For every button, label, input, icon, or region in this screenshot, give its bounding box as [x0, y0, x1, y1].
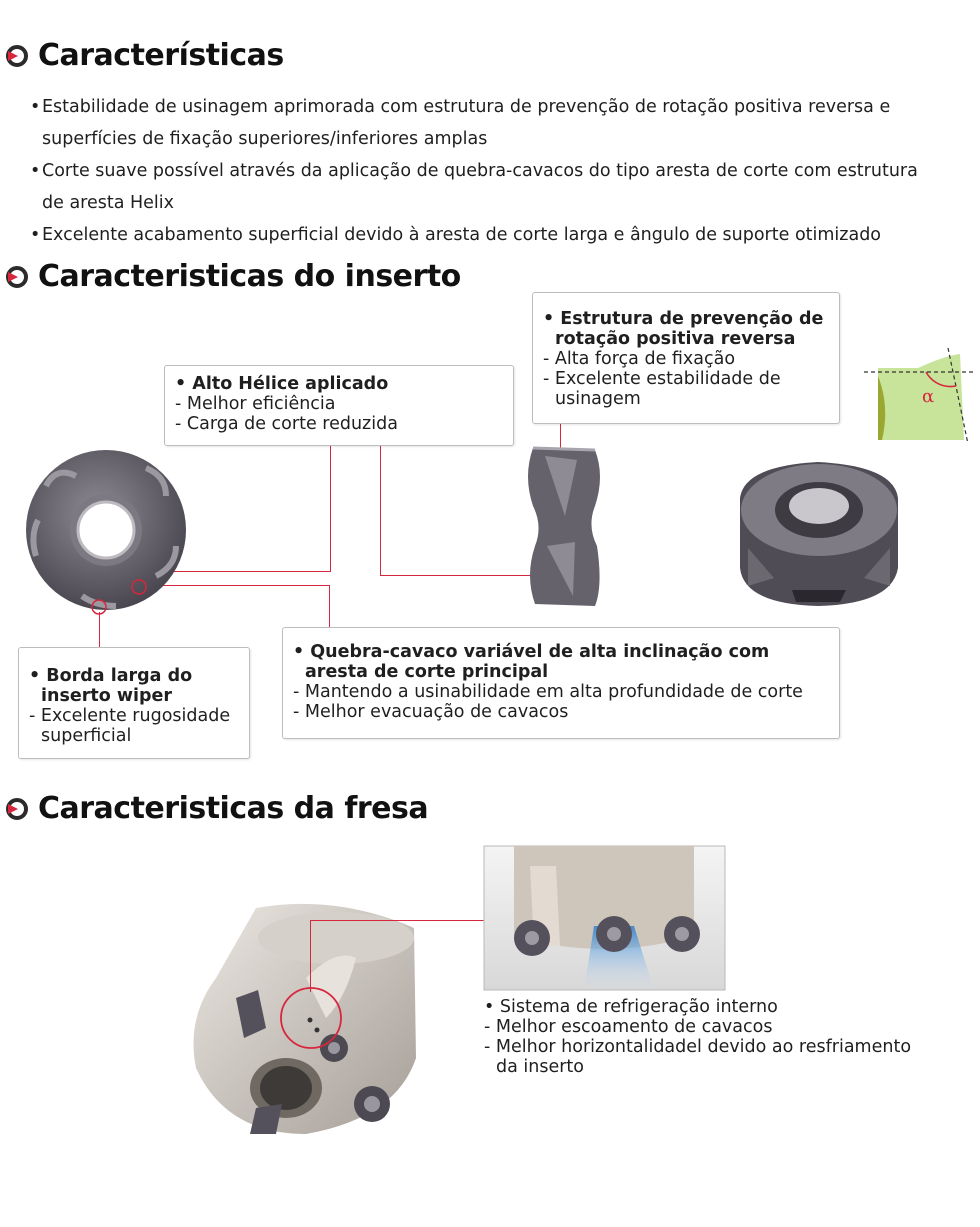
milling-cutter-image: [186, 898, 431, 1138]
heading-arrow-icon: [6, 798, 28, 820]
callout-title: • Estrutura de prevenção de rotação positiva reversa: [543, 309, 829, 349]
angle-symbol: α: [922, 386, 935, 407]
callout-line: - Alta força de fixação: [543, 349, 829, 369]
callout-line: - Melhor evacuação de cavacos: [293, 702, 829, 722]
insert-top-view-image: [16, 446, 198, 616]
section-heading-cutter: [6, 791, 428, 826]
callout-line: - Melhor eficiência: [175, 394, 503, 414]
features-list: [30, 91, 930, 251]
callout-line: - Melhor horizontalidadel devido ao resfriamento da inserto: [484, 1037, 924, 1077]
section-title: Características: [38, 38, 284, 73]
support-angle-diagram: [864, 346, 974, 446]
list-item: • Corte suave possível através da aplicação de quebra-cavacos do tipo aresta de corte com estrutura de aresta Helix: [30, 155, 930, 219]
insert-perspective-image: [734, 458, 904, 608]
section-heading-insert: [6, 259, 461, 294]
callout-chip-breaker: [282, 627, 840, 739]
callout-rotation-prevention: [532, 292, 840, 424]
heading-arrow-icon: [6, 266, 28, 288]
coolant-photo-image: [484, 846, 725, 990]
coolant-callout: [484, 997, 924, 1077]
callout-title: • Quebra-cavaco variável de alta inclinação com aresta de corte principal: [293, 642, 829, 682]
callout-helix: [164, 365, 514, 446]
callout-title: • Alto Hélice aplicado: [175, 374, 503, 394]
list-item: • Estabilidade de usinagem aprimorada com estrutura de prevenção de rotação positiva reversa e superfícies de fixação superiores/inferiores amplas: [30, 91, 930, 155]
section-title: Caracteristicas da fresa: [38, 791, 429, 826]
callout-line: - Excelente rugosidade superficial: [29, 706, 239, 746]
section-title: Caracteristicas do inserto: [38, 259, 461, 294]
callout-title: • Borda larga do inserto wiper: [29, 666, 239, 706]
heading-arrow-icon: [6, 45, 28, 67]
callout-line: - Carga de corte reduzida: [175, 414, 503, 434]
list-item: • Excelente acabamento superficial devido à aresta de corte larga e ângulo de suporte otimizado: [30, 219, 930, 251]
insert-side-view-image: [525, 446, 605, 608]
callout-wiper-edge: [18, 647, 250, 759]
callout-line: - Melhor escoamento de cavacos: [484, 1017, 924, 1037]
callout-line: - Excelente estabilidade de usinagem: [543, 369, 829, 409]
section-heading-features: [6, 38, 284, 73]
callout-line: - Mantendo a usinabilidade em alta profundidade de corte: [293, 682, 829, 702]
callout-title: • Sistema de refrigeração interno: [484, 997, 924, 1017]
